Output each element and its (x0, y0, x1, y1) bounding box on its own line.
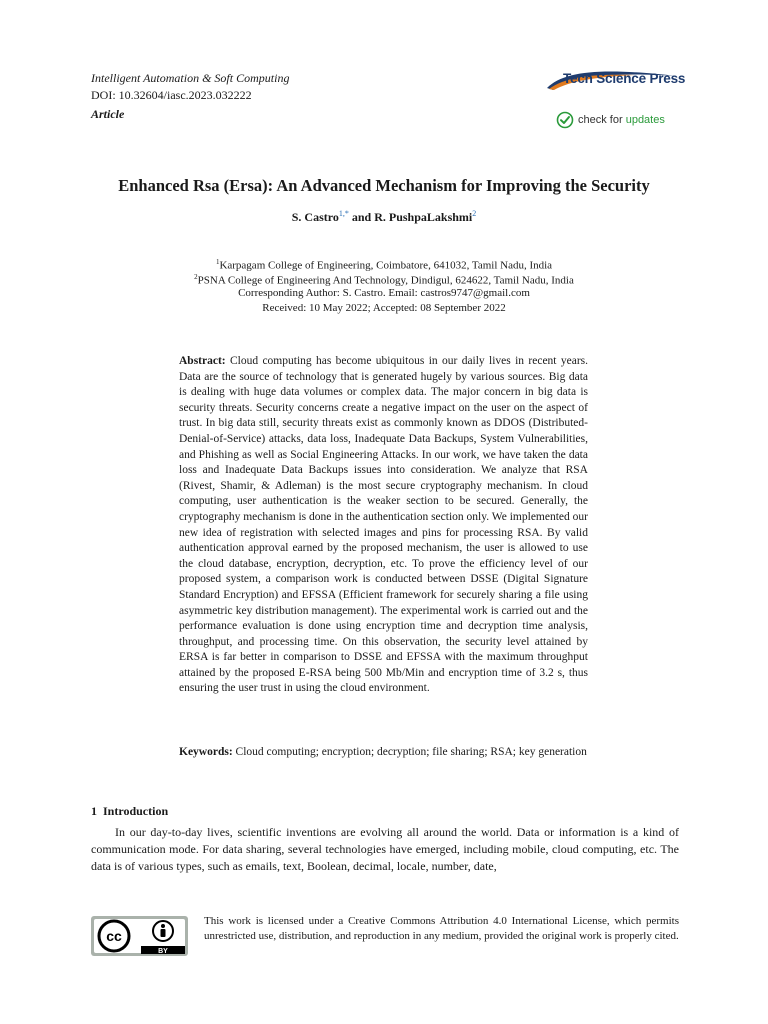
corresponding-author: Corresponding Author: S. Castro. Email: castros9747@gmail.com (238, 287, 530, 299)
journal-name: Intelligent Automation & Soft Computing (91, 71, 290, 85)
check-updates-icon (556, 111, 574, 129)
affiliation-text: Karpagam College of Engineering, Coimbatore, 641032, Tamil Nadu, India (219, 259, 553, 272)
affiliation-marker: 2 (194, 273, 198, 281)
check-for-updates-badge[interactable] (556, 110, 665, 130)
creative-commons-badge[interactable] (91, 916, 188, 956)
author-affiliation-marker: 1,* (338, 209, 349, 218)
svg-text:cc: cc (106, 928, 122, 944)
cc-by-icon (91, 916, 188, 956)
author-affiliation-marker: 2 (472, 209, 477, 218)
cc-by-label: BY (158, 948, 168, 955)
affiliation-marker: 1 (215, 258, 220, 266)
author-name[interactable]: S. Castro (291, 210, 339, 224)
author-list (0, 209, 768, 225)
check-updates-label: check for (578, 114, 623, 126)
section-heading-introduction: 1 Introduction (91, 804, 169, 818)
received-accepted-dates: Received: 10 May 2022; Accepted: 08 September 2022 (262, 302, 506, 314)
keywords-text: Cloud computing; encryption; decryption; file sharing; RSA; key generation (235, 746, 587, 758)
abstract-label: Abstract: (179, 355, 226, 367)
article-type: Article (91, 107, 125, 121)
keywords (179, 745, 588, 761)
keywords-label: Keywords: (179, 746, 233, 758)
author-separator: and (348, 210, 375, 224)
doi-link[interactable]: DOI: 10.32604/iasc.2023.032222 (91, 88, 252, 102)
author-name[interactable]: R. PushpaLakshmi (374, 210, 473, 224)
paper-title: Enhanced Rsa (Ersa): An Advanced Mechanism for Improving the Security (118, 176, 650, 195)
license-notice: This work is licensed under a Creative Commons Attribution 4.0 International License, which permits unrestricted use, distribution, and reproduction in any medium, provided the original work is properly cited. (204, 915, 679, 942)
introduction-paragraph: In our day-to-day lives, scientific inventions are evolving all around the world. Data or information is a kind of communication mode. For data sharing, several technologies have emerged, including mobile, cloud computing, etc. The data is of various types, such as emails, text, Boolean, decimal, locale, number, date, (91, 825, 679, 874)
publisher-logo[interactable] (545, 68, 686, 94)
affiliation-text: PSNA College of Engineering And Technology, Dindigul, 624622, Tamil Nadu, India (197, 274, 574, 287)
check-updates-label-accent: updates (625, 114, 665, 126)
publisher-name: Tech Science Press (563, 71, 686, 86)
abstract (179, 354, 588, 697)
abstract-text: Cloud computing has become ubiquitous in our daily lives in recent years. Data are the source of technology that is generated hugely by various sources. Big data is dealing with huge data volumes or complex data. The major concern in big data is security threats. Security concerns create a negative impact on the user on the aspect of trust. In big data still, security threats exist as commonly known as DDOS (Distributed-Denial-of-Service) attacks, data loss, Inadequate Data Backups, System Vulnerabilities, and Phishing as well as Social Engineering Attacks. In our work, we have taken the data loss and Inadequate Data Backups issues into consideration. We analyze that RSA (Rivest, Shamir, & Adleman) is the most secure cryptography mechanism. In cloud computing, user authentication is the weaker section to be secured. Generally, the cryptography mechanism is done in the authentication section only. We implemented our new idea of registration with selected images and pins for processing RSA. By valid authentication approval earned by the proposed mechanism, the user is allowed to use the cloud database, encryption, decryption, etc. To prove the efficiency level of our proposed system, a comparison work is conducted between DSSE (Digital Signature Standard Encryption) and EFSSA (Efficient framework for securely sharing a file using asymmetric key distribution management). The experimental work is carried out and the performance evaluation is done using encryption time and decryption time analysis, throughput, and processing time. On this observation, the security level attained by ERSA is far better in comparison to DSSE and EFSSA with the maximum throughput attained by the proposed E-RSA being 500 Mb/Min and encryption time of 3.2 s, thus ensuring the user trust in using the cloud environment. (179, 355, 588, 695)
